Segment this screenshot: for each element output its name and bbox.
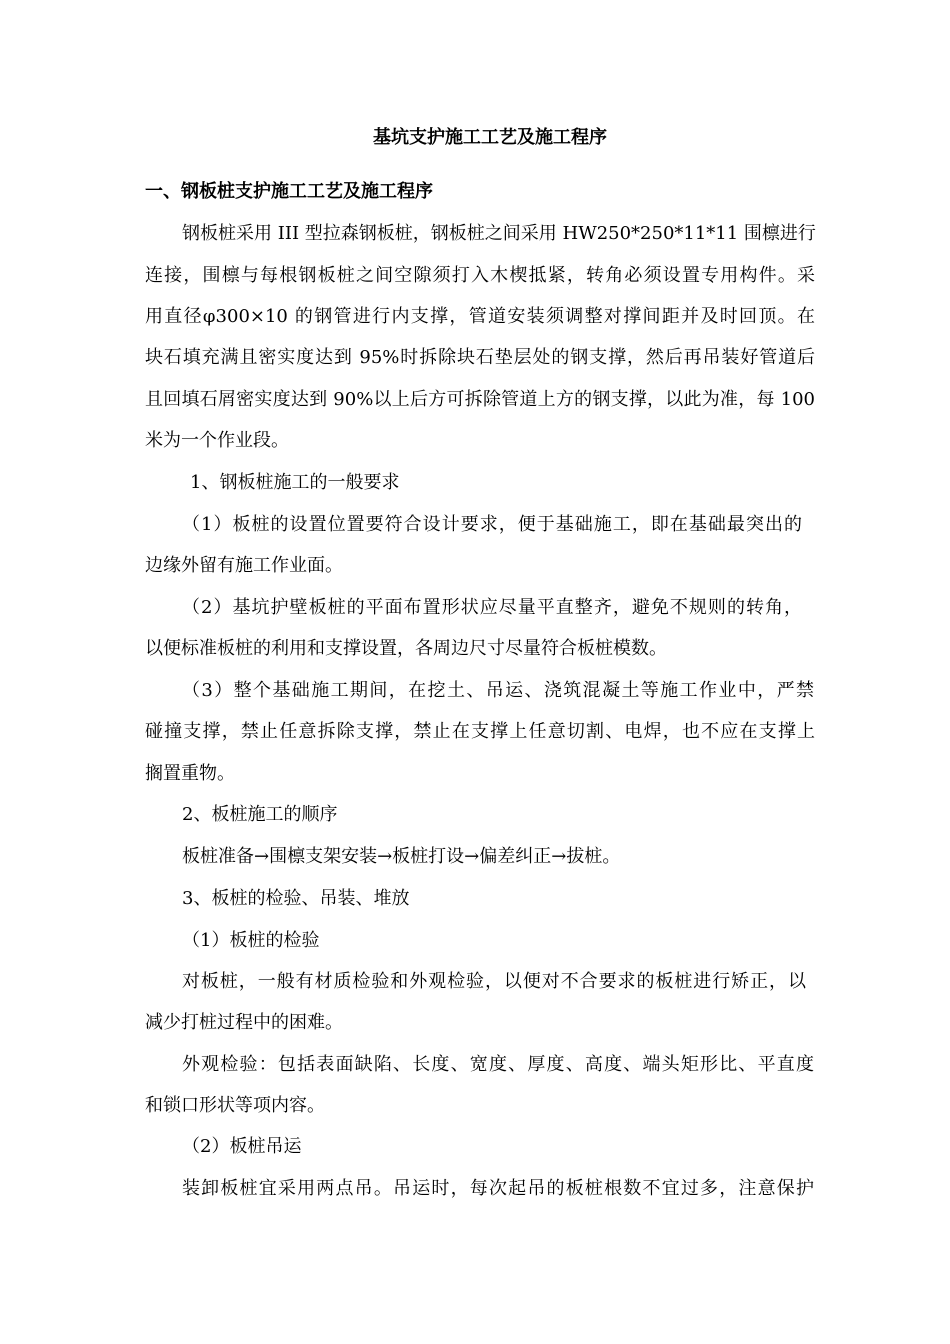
document-title: 基坑支护施工工艺及施工程序 xyxy=(373,127,607,148)
paragraph-line: （3）整个基础施工期间，在挖土、吊运、浇筑混凝土等施工作业中，严禁 xyxy=(182,680,814,701)
subsection-heading-1: 1、钢板桩施工的一般要求 xyxy=(190,472,400,493)
paragraph-line: 钢板桩采用 III 型拉森钢板桩，钢板桩之间采用 HW250*250*11*11 围檩进行 xyxy=(182,223,816,244)
sequence-line: 板桩准备→围檩支架安装→板桩打设→偏差纠正→拔桩。 xyxy=(182,846,621,867)
paragraph-line: 减少打桩过程中的困难。 xyxy=(145,1012,343,1033)
paragraph-line: 装卸板桩宜采用两点吊。吊运时，每次起吊的板桩根数不宜过多，注意保护 xyxy=(182,1178,814,1199)
paragraph-line: 边缘外留有施工作业面。 xyxy=(145,555,343,576)
section-heading-1: 一、钢板桩支护施工工艺及施工程序 xyxy=(145,181,433,202)
paragraph-line: 以便标准板桩的利用和支撑设置，各周边尺寸尽量符合板桩模数。 xyxy=(145,638,667,659)
paragraph-line: 对板桩，一般有材质检验和外观检验，以便对不合要求的板桩进行矫正，以 xyxy=(182,971,806,992)
paragraph-line: （1）板桩的设置位置要符合设计要求，便于基础施工，即在基础最突出的 xyxy=(182,514,802,535)
paragraph-line: 碰撞支撑，禁止任意拆除支撑，禁止在支撑上任意切割、电焊，也不应在支撑上 xyxy=(145,721,815,742)
paragraph-line: 米为一个作业段。 xyxy=(145,430,289,451)
paragraph-line: 搁置重物。 xyxy=(145,763,235,784)
subsection-heading-2: 2、板桩施工的顺序 xyxy=(182,804,338,825)
inspection-heading: （1）板桩的检验 xyxy=(182,930,320,951)
paragraph-line: 用直径φ300×10 的钢管进行内支撑，管道安装须调整对撑间距并及时回顶。在 xyxy=(145,306,815,327)
subsection-heading-3: 3、板桩的检验、吊装、堆放 xyxy=(182,888,410,909)
paragraph-line: 且回填石屑密实度达到 90%以上后方可拆除管道上方的钢支撑，以此为准，每 100 xyxy=(145,389,815,410)
paragraph-line: 外观检验：包括表面缺陷、长度、宽度、厚度、高度、端头矩形比、平直度 xyxy=(182,1054,814,1075)
paragraph-line: 和锁口形状等项内容。 xyxy=(145,1095,325,1116)
lifting-heading: （2）板桩吊运 xyxy=(182,1136,302,1157)
paragraph-line: （2）基坑护壁板桩的平面布置形状应尽量平直整齐，避免不规则的转角， xyxy=(182,597,802,618)
paragraph-line: 连接，围檩与每根钢板桩之间空隙须打入木楔抵紧，转角必须设置专用构件。采 xyxy=(145,265,815,286)
paragraph-line: 块石填充满且密实度达到 95%时拆除块石垫层处的钢支撑，然后再吊装好管道后 xyxy=(145,347,815,368)
